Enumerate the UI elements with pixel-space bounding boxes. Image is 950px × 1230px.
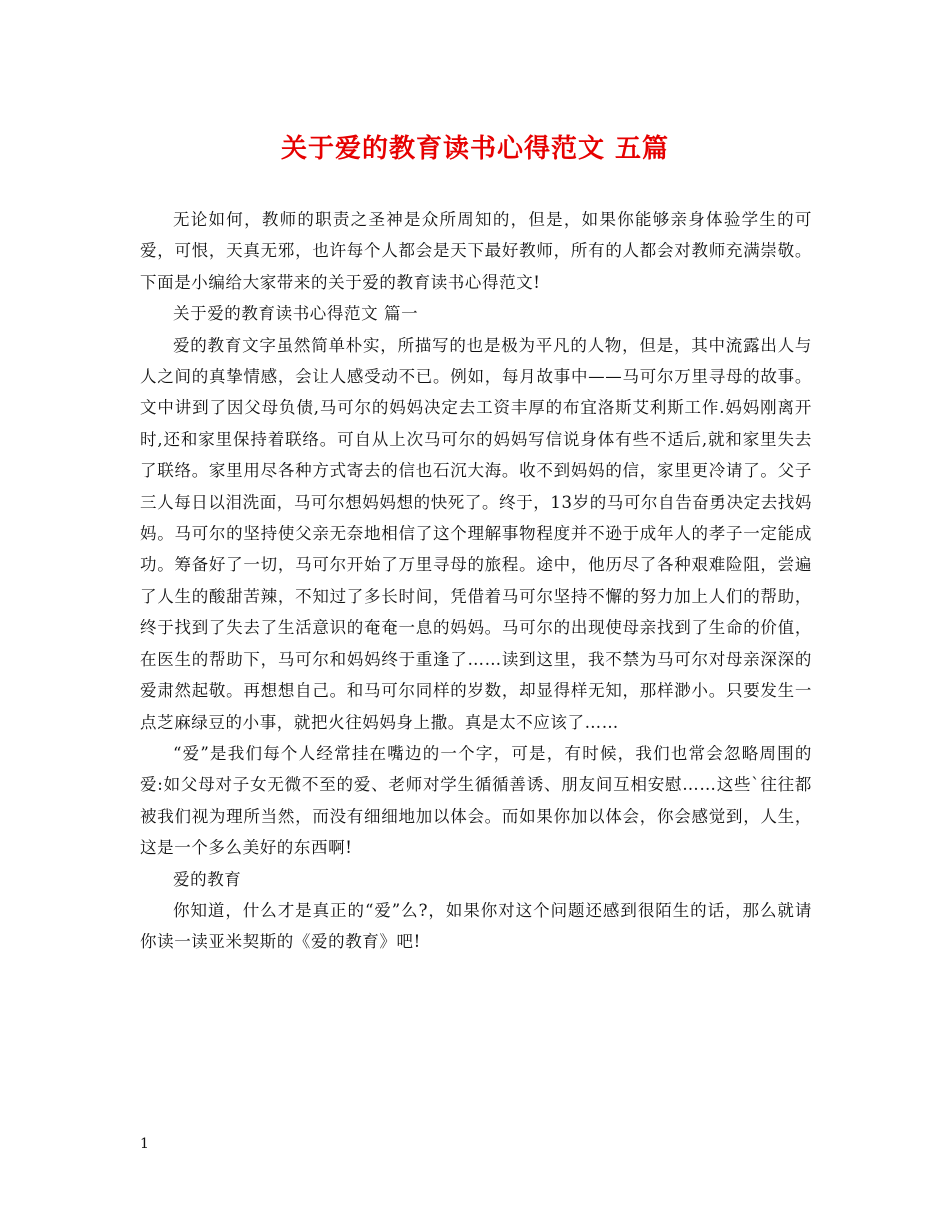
body-paragraph: 你知道，什么才是真正的“爱”么?，如果你对这个问题还感到很陌生的话，那么就请你读一读亚米契斯的《爱的教育》吧! (140, 900, 812, 952)
section-heading: 爱的教育 (173, 869, 242, 889)
body-paragraph: “爱”是我们每个人经常挂在嘴边的一个字，可是，有时候，我们也常会忽略周围的爱:如父母对子女无微不至的爱、老师对学生循循善诱、朋友间互相安慰……这些`往往都被我们视为理所当然，而没有细细地加以体会。而如果你加以体会，你会感觉到，人生，这是一个多么美好的东西啊! (140, 743, 812, 858)
intro-paragraph: 无论如何，教师的职责之圣神是众所周知的，但是，如果你能够亲身体验学生的可爱，可恨，天真无邪，也许每个人都会是天下最好教师，所有的人都会对教师充满崇敬。下面是小编给大家带来的关于爱的教育读书心得范文! (140, 210, 812, 292)
page-number: 1 (140, 1136, 149, 1152)
document-title: 关于爱的教育读书心得范文 五篇 (280, 134, 670, 164)
body-paragraph: 爱的教育文字虽然简单朴实，所描写的也是极为平凡的人物，但是，其中流露出人与人之间的真挚情感，会让人感受动不已。例如，每月故事中——马可尔万里寻母的故事。文中讲到了因父母负债,马可尔的妈妈决定去工资丰厚的布宜洛斯艾利斯工作.妈妈刚离开时,还和家里保持着联络。可自从上次马可尔的妈妈写信说身体有些不适后,就和家里失去了联络。家里用尽各种方式寄去的信也石沉大海。收不到妈妈的信，家里更冷请了。父子三人每日以泪洗面，马可尔想妈妈想的快死了。终于，13岁的马可尔自告奋勇决定去找妈妈。马可尔的坚持使父亲无奈地相信了这个理解事物程度并不逊于成年人的孝子一定能成功。筹备好了一切，马可尔开始了万里寻母的旅程。途中，他历尽了各种艰难险阻，尝遍了人生的酸甜苦辣，不知过了多长时间，凭借着马可尔坚持不懈的努力加上人们的帮助，终于找到了失去了生活意识的奄奄一息的妈妈。马可尔的出现使母亲找到了生命的价值，在医生的帮助下，马可尔和妈妈终于重逢了……读到这里，我不禁为马可尔对母亲深深的爱肃然起敬。再想想自己。和马可尔同样的岁数，却显得样无知，那样渺小。只要发生一点芝麻绿豆的小事，就把火往妈妈身上撒。真是太不应该了…… (140, 335, 812, 732)
document-body (140, 204, 812, 958)
section-heading-part-one: 关于爱的教育读书心得范文 篇一 (173, 304, 419, 324)
